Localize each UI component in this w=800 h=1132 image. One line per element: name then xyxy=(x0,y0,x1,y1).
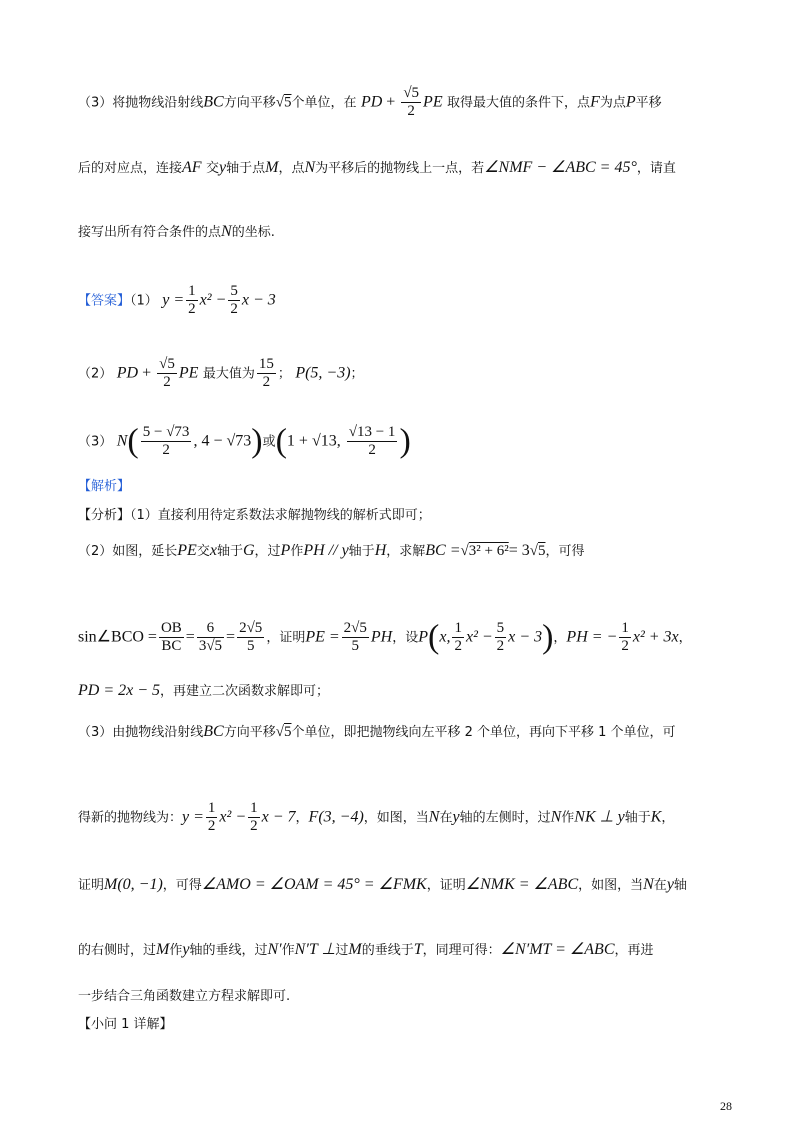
analysis-pd-line: PD = 2x − 5，再建立二次函数求解即可； xyxy=(78,682,330,699)
q3-line-3: 接写出所有符合条件的点N的坐标. xyxy=(78,223,275,240)
analysis-part-3: （3）由抛物线沿射线BC方向平移√5个单位，即把抛物线向左平移 2 个单位，再向下平移 1 个单位，可 xyxy=(78,723,676,740)
q3-line-2: 后的对应点，连接AF 交y轴于点M，点N为平移后的抛物线上一点，若∠NMF − ∠ABC = 45°，请直 xyxy=(78,159,676,176)
analysis-part-2: （2）如图，延长PE交x轴于G，过P作PH // y轴于H，求解BC =√3² + 6²= 3√5，可得 xyxy=(78,542,585,559)
sub-question-1-heading: 【小问 1 详解】 xyxy=(78,1017,173,1032)
q3-line-1: （3）将抛物线沿射线BC方向平移√5个单位，在 PD + $\frac{√5}{2}$ PE 取得最大值的条件下，点F为点P平移 xyxy=(78,85,662,119)
analysis-proof-line: 证明M(0, −1)，可得∠AMO = ∠OAM = 45° = ∠FMK，证明∠NMK = ∠ABC，如图，当N在y轴 xyxy=(78,876,687,893)
analysis-new-parabola: 得新的抛物线为：y = $\frac{1}{2}$ x² − $\frac{1}{2}$ x − 7，F(3, −4)，如图，当N在y轴的左侧时，过N作NK ⊥ y轴于K， xyxy=(78,800,675,834)
analysis-right-side: 的右侧时，过M作y轴的垂线，过N′作N′T ⊥过M的垂线于T，同理可得：∠N′MT = ∠ABC，再进 xyxy=(78,941,654,958)
answer-2: （2） PD + $\frac{√5}{2}$ PE 最大值为 $\frac{15}{2}$ ； P(5, −3)； xyxy=(78,356,364,390)
analysis-label: 【解析】 xyxy=(78,479,131,494)
page-number: 28 xyxy=(720,1099,732,1113)
answer-1: 【答案】（1） y = $\frac{1}{2}$ x² − $\frac{5}{2}$ x − 3 xyxy=(78,283,276,317)
analysis-last-line: 一步结合三角函数建立方程求解即可. xyxy=(78,989,291,1004)
analysis-sin-line: sin∠BCO = $\frac{OB}{BC}$ = $\frac{6}{3√5}$ = $\frac{2√5}{5}$ ，证明PE = $\frac{2√5}{5}$ PH，设P(x, $\frac{1}{2}$ x² − $\frac{5}{2}$ x − 3)，PH = − $\frac{1}{2}$ x² + 3x， xyxy=(78,618,692,656)
answer-3: （3） N( $\frac{5 - √73}{2}$ , 4 − √73)或(1 + √13, $\frac{√13 - 1}{2}$ ) xyxy=(78,422,411,460)
analysis-part-1: 【分析】（1）直接利用待定系数法求解抛物线的解析式即可； xyxy=(78,508,431,523)
